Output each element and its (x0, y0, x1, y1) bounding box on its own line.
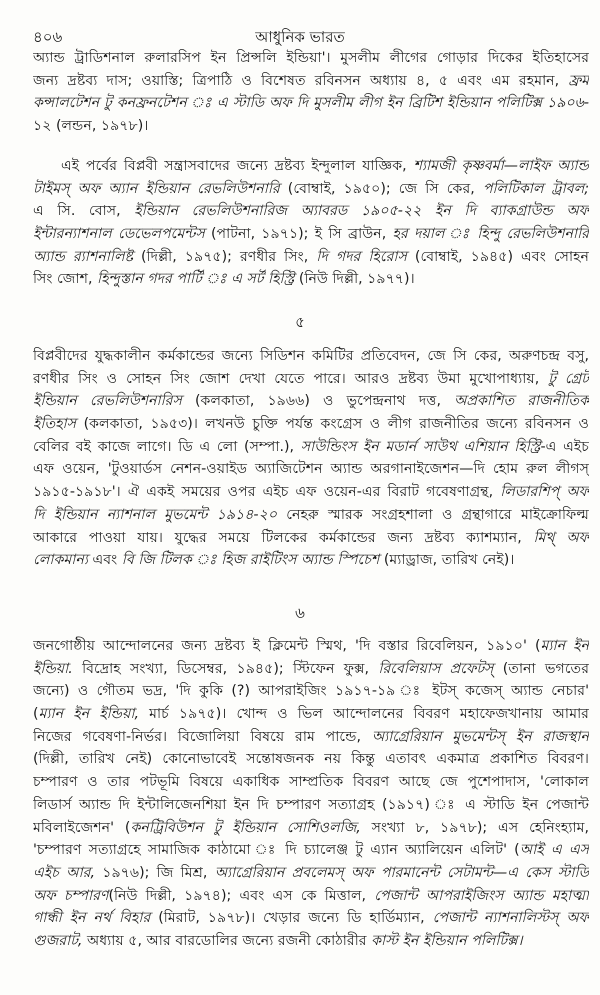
text-line (33, 390, 589, 413)
italic-title: ম্যান ইন ইন্ডিয়া, (38, 706, 139, 723)
section-heading: ৬ (295, 604, 305, 622)
text-line (33, 658, 589, 681)
italic-title: দি গদর হিরোস (316, 248, 407, 265)
paragraph (33, 155, 589, 291)
text-segment: অধ্যায় ৫, আর বারডোলির জন্যে রজনী কোঠারীর (82, 932, 372, 949)
page-number: ৪০৬ (33, 28, 63, 46)
italic-title: অপ্রকাশিত রাজনীতিক (454, 393, 589, 410)
text-line (33, 862, 589, 885)
text-line (33, 246, 589, 269)
text-segment: ১২ (লন্ডন, ১৯৭৮)। (33, 118, 149, 135)
italic-title: পলিটিকাল ট্রাবল; (482, 180, 589, 197)
text-segment: এফ ওয়েন, 'টুওয়ার্ডস নেশন-ওয়াইড অ্যাজিটেশন অ্যান্ড অরগানাইজেশন—দি হোম রুল লীগস্ (33, 461, 589, 478)
text-line (33, 92, 589, 115)
italic-title: ফ্রম (568, 72, 589, 89)
italic-title: গান্ধী ইন নর্থ বিহার (33, 910, 151, 927)
text-line (33, 527, 589, 550)
text-segment: বিপ্লবীদের যুদ্ধকালীন কর্মকান্ডের জন্যে সিডিশন কমিটির প্রতিবেদন, জে সি কের, অরুণচন্দ্র বসু, (33, 348, 589, 364)
text-segment: ১৯১৫-১৯১৮'। ঐ একই সময়ের ওপর এইচ এফ ওয়েন-এর বিরাট গবেষণাগ্রন্থ, (33, 484, 501, 501)
text-segment: নিজের গবেষণা-নির্ভর। বিজোলিয়া বিষয়ে রাম পান্ডে, (33, 728, 372, 745)
italic-title: কন্সালটেশন টু কনফ্রনটেশন ঃ এ স্টাডি অফ দি মুসলীম লীগ ইন ব্রিটিশ ইন্ডিয়ান পলিটিক্স ১৯০৬- (33, 95, 589, 112)
text-segment: (কলকাতা, ১৯৬৬) ও ভুপেন্দ্রনাথ দত্ত, (181, 393, 455, 410)
italic-title: অফ চম্পারণ (33, 887, 109, 904)
text-line (33, 413, 589, 436)
italic-title: পেজান্ট আপরাইজিংস অ্যান্ড মহাত্মা (374, 887, 589, 904)
text-segment: এই পর্বের বিপ্লবী সন্ত্রাসবাদের জন্যে দ্রষ্টব্য ইন্দুলাল যাজ্ঞিক, (61, 158, 414, 174)
text-line (33, 115, 589, 138)
text-line (33, 458, 589, 481)
text-segment: (মিরাট, ১৯৭৮)। খেড়ার জন্যে ডি হার্ডিম্যান, (150, 910, 433, 927)
text-segment: (নিউ দিল্লী, ১৯৭৪); এবং এস কে মিত্তাল, (108, 887, 375, 904)
text-line (33, 817, 589, 840)
italic-title: শ্যামজী কৃষ্ণবর্মা—লাইফ অ্যান্ড (413, 158, 589, 174)
text-segment: অ্যান্ড ট্রাডিশনাল রুলারসিপ ইন প্রিন্সলি ইন্ডিয়া'। মুসলীম লীগের গোড়ার দিকের ইতিহাসের (33, 50, 589, 66)
text-line (33, 268, 589, 291)
italic-title: কনট্রিবিউশন টু ইন্ডিয়ান সোশিওলজি, (130, 819, 361, 836)
text-line (33, 70, 589, 93)
text-line (33, 47, 589, 70)
text-line (33, 504, 589, 527)
italic-title: ইন্ডিয়ান রেভলিউশনারিস (33, 393, 182, 410)
section-heading: ৫ (295, 313, 305, 331)
text-segment: (বোম্বাই, ১৯৪৫) এবং সোহন (406, 248, 589, 265)
text-line (33, 549, 589, 572)
paragraph (33, 47, 589, 138)
italic-title: রিবেলিয়াস প্রফেটস্ (378, 660, 494, 677)
text-segment: -এ এইচ (540, 438, 589, 455)
text-segment: সংখ্যা ৮, ১৯৭৮); এস হেনিংহ্যাম, (360, 819, 589, 836)
text-segment: ( (33, 706, 39, 723)
paragraph (33, 345, 589, 572)
italic-title: অ্যাগ্রেরিয়ান মুভমেন্টস্ ইন রাজস্থান (371, 728, 589, 745)
text-line (33, 436, 589, 459)
text-segment: রণধীর সিং ও সোহন সিং জোশ দেখা যেতে পারে। আরও দ্রষ্টব্য উমা মুখোপাধ্যায়, (33, 370, 549, 387)
italic-title: এইচ আর, (33, 864, 95, 881)
text-segment: জনগোষ্ঠীয় আন্দোলনের জন্য দ্রষ্টব্য ই ক্লিমেন্ট স্মিথ, 'দি বস্তার রিবেলিয়ন, ১৯১০' ( (33, 638, 541, 654)
text-segment: এ সি. বোস, (33, 203, 135, 220)
italic-title: টাইমস্ অফ অ্যান ইন্ডিয়ান রেভলিউশনারি (33, 180, 280, 197)
text-line (33, 200, 589, 223)
paragraph (33, 635, 589, 953)
text-line (33, 345, 589, 368)
italic-title: ইতিহাস (33, 416, 77, 433)
text-segment: (বোম্বাই, ১৯৫০); জে সি কের, (279, 180, 483, 197)
text-line (33, 178, 589, 201)
text-segment: (পাটনা, ১৯৭১); ই সি ব্রাউন, (204, 226, 393, 243)
text-segment: নেহরু স্মারক সংগ্রহশালা ও গ্রন্থাগারে মাইক্রোফিল্ম (277, 506, 589, 523)
italic-title: হর দয়াল ঃ হিন্দু রেভলিউশনারি (392, 226, 589, 243)
italic-title: ইন্ডিয়া. (33, 660, 73, 677)
italic-title: লিডারশিপ্ অফ (500, 484, 589, 501)
text-line (33, 930, 589, 953)
text-segment: (তানা ভগতের (493, 660, 589, 677)
text-segment: মবিলাইজেশন' ( (33, 819, 131, 836)
text-segment: সিং জোশ, (33, 271, 98, 288)
text-segment: (ম্যাড্রাজ, তারিখ নেই)। (379, 552, 515, 569)
text-segment: ১৯৭৬); জি মিশ্র, (94, 864, 215, 881)
italic-title: সাউন্ডিংস ইন মডার্ন সাউথ এশিয়ান হিস্ট্রি (300, 438, 541, 455)
text-line (33, 771, 589, 794)
italic-title: ম্যান ইন (540, 638, 589, 654)
text-segment: মার্চ ১৯৭৫)। খোন্দ ও ভিল আন্দোলনের বিবরণ মহাফেজখানায় আমার (139, 706, 589, 723)
italic-title: হিন্দুস্তান গদর পার্টি ঃ এ সর্ট হিস্ট্রি (97, 271, 295, 288)
text-line (33, 635, 589, 658)
italic-title: অ্যান্ড র‍্যাশনালিষ্ট (33, 248, 134, 265)
italic-title: পেজান্ট ন্যাশনালিস্টস্ অফ (432, 910, 589, 927)
italic-title: গুজরাট, (33, 932, 83, 949)
text-segment: 'চম্পারণ সত্যাগ্রহে সামাজিক কাঠামো ঃ দি চ্যালেঞ্জ টু এ্যান অ্যালিয়েন এলিট' ( (33, 842, 520, 859)
text-segment: জন্য দ্রষ্টব্য দাস; ওয়াস্তি; ত্রিপাঠি ও বিশেষত রবিনসন অধ্যায় ৪, ৫ এবং এম রহমান, (33, 72, 569, 89)
text-segment: আকারে পাওয়া যায়। যুদ্ধের সময়ে টিলকের কর্মকান্ডের জন্য দ্রষ্টব্য ক্যাশম্যান, (33, 529, 534, 546)
text-segment: (দিল্লী, ১৯৭৫); রণধীর সিং, (133, 248, 317, 265)
italic-title: মিথ্ অফ (533, 529, 589, 546)
text-line (33, 368, 589, 391)
text-line (33, 748, 589, 771)
text-segment: জন্যে) ও গৌতম ভদ্র, 'দি কুকি (?) আপরাইজিং ১৯১৭-১৯ ঃ ইটস্ কজেস্ অ্যান্ড নেচার' (33, 683, 589, 700)
text-segment: (দিল্লী, তারিখ নেই) কোনোভাবেই সন্তোষজনক নয় কিন্তু এতাবৎ একমাত্র প্রকাশিত বিবরণ। (33, 751, 589, 768)
text-segment: বেলির বই কাজে লাগে। ডি এ লো (সম্পা.), (33, 438, 301, 455)
italic-title: আই এ এস (519, 842, 589, 859)
italic-title: দি ইন্ডিয়ান ন্যাশনাল মুভমেন্ট ১৯১৪-২০ (33, 506, 278, 523)
italic-title: টু গ্রেট (548, 370, 589, 387)
text-line (33, 839, 589, 862)
text-segment: এবং (87, 552, 122, 569)
text-line (33, 703, 589, 726)
text-segment: (কলকাতা, ১৯৫৩)। লখনউ চুক্তি পর্যন্ত কংগ্রেস ও লীগ রাজনীতির জন্যে রবিনসন ও (76, 416, 589, 433)
text-segment: চম্পারণ ও তার পটভূমি বিষয়ে একাধিক সাম্প্রতিক বিবরণ আছে জে পুশেপাদাস, 'লোকাল (33, 774, 589, 791)
text-line (33, 726, 589, 749)
running-title: আধুনিক ভারত (255, 28, 345, 46)
italic-title: কাস্ট ইন ইন্ডিয়ান পলিটিক্স। (371, 932, 523, 949)
italic-title: অ্যাগ্রেরিয়ান প্রবলেমস্ অফ পারমানেন্ট সেটামন্ট—এ কেস স্টাডি (214, 864, 589, 881)
text-line (33, 481, 589, 504)
text-line (33, 680, 589, 703)
italic-title: ইন্ডিয়ান রেভলিউশনারিজ অ্যাবরড ১৯০৫-২২ ইন দি ব্যাকগ্রাউন্ড অফ (134, 203, 589, 220)
text-line (33, 794, 589, 817)
italic-title: লোকমান্য (33, 552, 88, 569)
text-segment: বিদ্রোহ সংখ্যা, ডিসেম্বর, ১৯৪৫); স্টিফেন ফুক্স, (72, 660, 379, 677)
text-line (33, 885, 589, 908)
text-line (33, 155, 589, 178)
italic-title: বি জি টিলক ঃ হিজ রাইটিংস অ্যান্ড স্পিচেশ (121, 552, 380, 569)
text-segment: (নিউ দিল্লী, ১৯৭৭)। (294, 271, 415, 288)
text-line (33, 223, 589, 246)
italic-title: ইন্টারন্যাশনাল ডেভেলপমেন্টস (33, 226, 205, 243)
text-segment: লিডার্স অ্যান্ড দি ইন্টালিজেনশিয়া ইন দি চম্পারণ সত্যাগ্রহ (১৯১৭) ঃ এ স্টাডি ইন পেজান্ট (33, 796, 589, 813)
text-line (33, 907, 589, 930)
